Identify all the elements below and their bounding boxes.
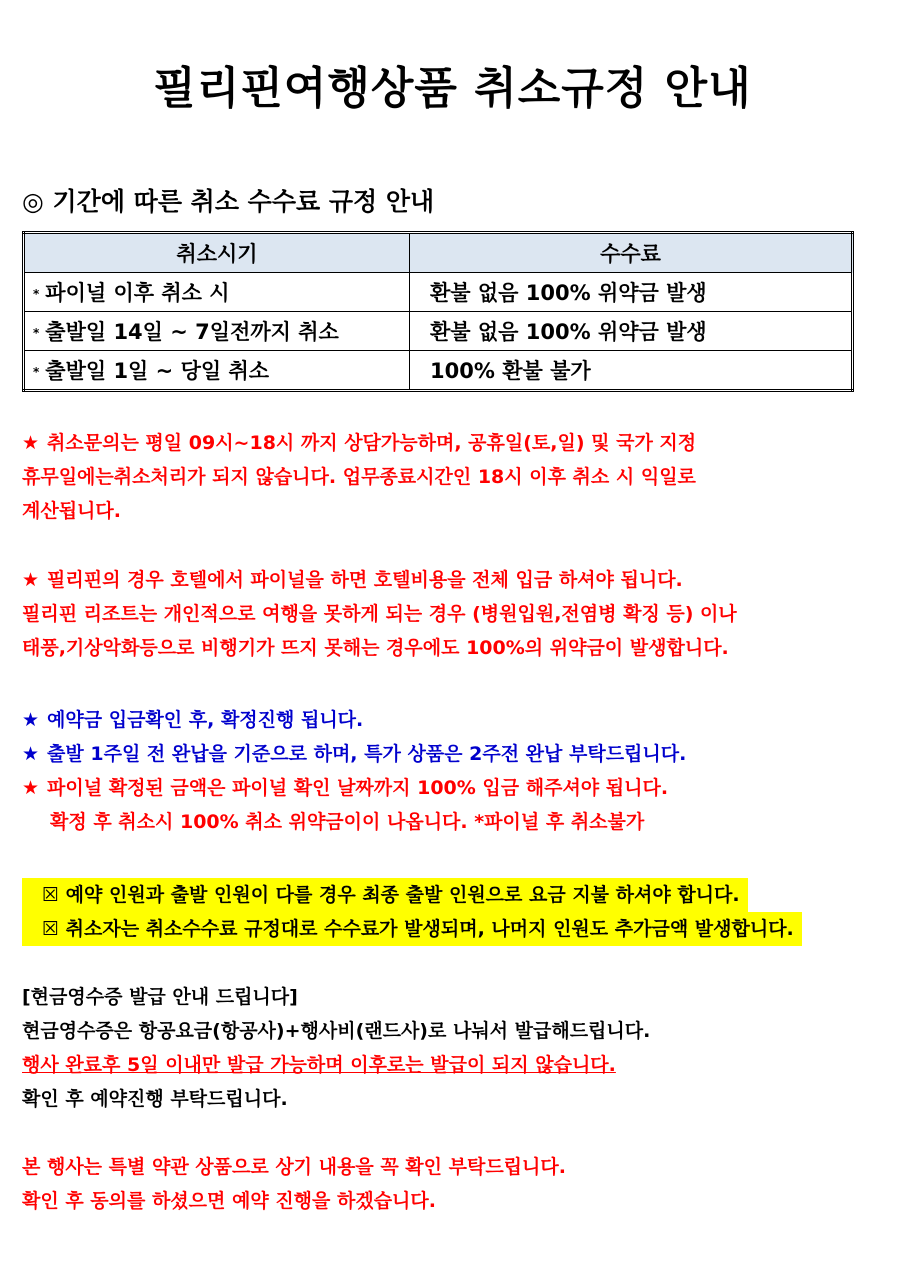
notice-philippines-hotel	[22, 563, 892, 665]
fee-cell: 환불 없음 100% 위약금 발생	[410, 312, 853, 351]
period-cell	[24, 351, 410, 391]
checkbox-icon: ☒	[42, 918, 60, 940]
notice-line: 취소문의는 평일 09시~18시 까지 상담가능하며, 공휴일(토,일) 및 국가 지정	[47, 432, 697, 454]
notice-business-hours	[22, 426, 892, 528]
checkbox-icon: ☒	[42, 884, 60, 906]
section-heading: ◎ 기간에 따른 취소 수수료 규정 안내	[22, 187, 435, 216]
star-icon: ★	[22, 709, 40, 731]
page-title: 필리핀여행상품 취소규정 안내	[153, 63, 752, 114]
notice-line: 파이널 확정된 금액은 파이널 확인 날짜까지 100% 입금 해주셔야 됩니다.	[47, 777, 669, 799]
period-cell	[24, 312, 410, 351]
notice-line: 확정 후 취소시 100% 취소 위약금이이 나옵니다. *파이널 후 취소불가	[50, 811, 645, 833]
receipt-line: 현금영수증은 항공요금(항공사)+행사비(랜드사)로 나눠서 발급해드립니다.	[22, 1020, 651, 1042]
bullet-mark: *	[33, 287, 40, 301]
notice-line: 필리핀 리조트는 개인적으로 여행을 못하게 되는 경우 (병원입원,전염병 확징 등) 이나	[22, 603, 737, 625]
closing-line: 본 행사는 특별 약관 상품으로 상기 내용을 꼭 확인 부탁드립니다.	[22, 1156, 566, 1178]
receipt-line: 확인 후 예약진행 부탁드립니다.	[22, 1088, 288, 1110]
receipt-line: 행사 완료후 5일 이내만 발급 가능하며 이후로는 발급이 되지 않습니다.	[22, 1054, 616, 1076]
notice-line: 필리핀의 경우 호텔에서 파이널을 하면 호텔비용을 전체 입금 하셔야 됩니다.	[47, 569, 683, 591]
fee-cell: 100% 환불 불가	[410, 351, 853, 391]
period-text: 파이널 이후 취소 시	[45, 281, 230, 305]
table-header-row	[24, 233, 853, 273]
table-row	[24, 312, 853, 351]
period-cell	[24, 273, 410, 312]
table-row	[24, 273, 853, 312]
period-text: 출발일 1일 ~ 당일 취소	[45, 359, 270, 383]
highlight-line: ☒ 예약 인원과 출발 인원이 다를 경우 최종 출발 인원으로 요금 지불 하셔야 합니다.	[22, 878, 748, 912]
cash-receipt-notice	[22, 980, 892, 1116]
header-period: 취소시기	[24, 233, 410, 273]
period-text: 출발일 14일 ~ 7일전까지 취소	[45, 320, 339, 344]
table-row	[24, 351, 853, 391]
notice-line: 태풍,기상악화등으로 비행기가 뜨지 못해는 경우에도 100%의 위약금이 발생합니다.	[22, 637, 729, 659]
fee-cell: 환불 없음 100% 위약금 발생	[410, 273, 853, 312]
notice-line: 예약금 입금확인 후, 확정진행 됩니다.	[47, 709, 364, 731]
bullet-mark: *	[33, 365, 40, 379]
star-icon: ★	[22, 432, 40, 454]
notice-line: 출발 1주일 전 완납을 기준으로 하며, 특가 상품은 2주전 완납 부탁드립니다.	[47, 743, 687, 765]
header-fee: 수수료	[410, 233, 853, 273]
notice-line: 휴무일에는취소처리가 되지 않습니다. 업무종료시간인 18시 이후 취소 시 익일로	[22, 466, 696, 488]
star-icon: ★	[22, 777, 40, 799]
star-icon: ★	[22, 569, 40, 591]
notice-payment	[22, 703, 892, 839]
highlight-notice	[22, 878, 892, 946]
star-icon: ★	[22, 743, 40, 765]
receipt-heading: [현금영수증 발급 안내 드립니다]	[22, 986, 298, 1008]
closing-notice	[22, 1150, 892, 1218]
closing-line: 확인 후 동의를 하셨으면 예약 진행을 하겠습니다.	[22, 1190, 436, 1212]
bullet-mark: *	[33, 326, 40, 340]
highlight-line: ☒ 취소자는 취소수수료 규정대로 수수료가 발생되며, 나머지 인원도 추가금액 발생합니다.	[22, 912, 802, 946]
notice-line: 계산됩니다.	[22, 500, 121, 522]
cancellation-fee-table	[22, 231, 854, 392]
